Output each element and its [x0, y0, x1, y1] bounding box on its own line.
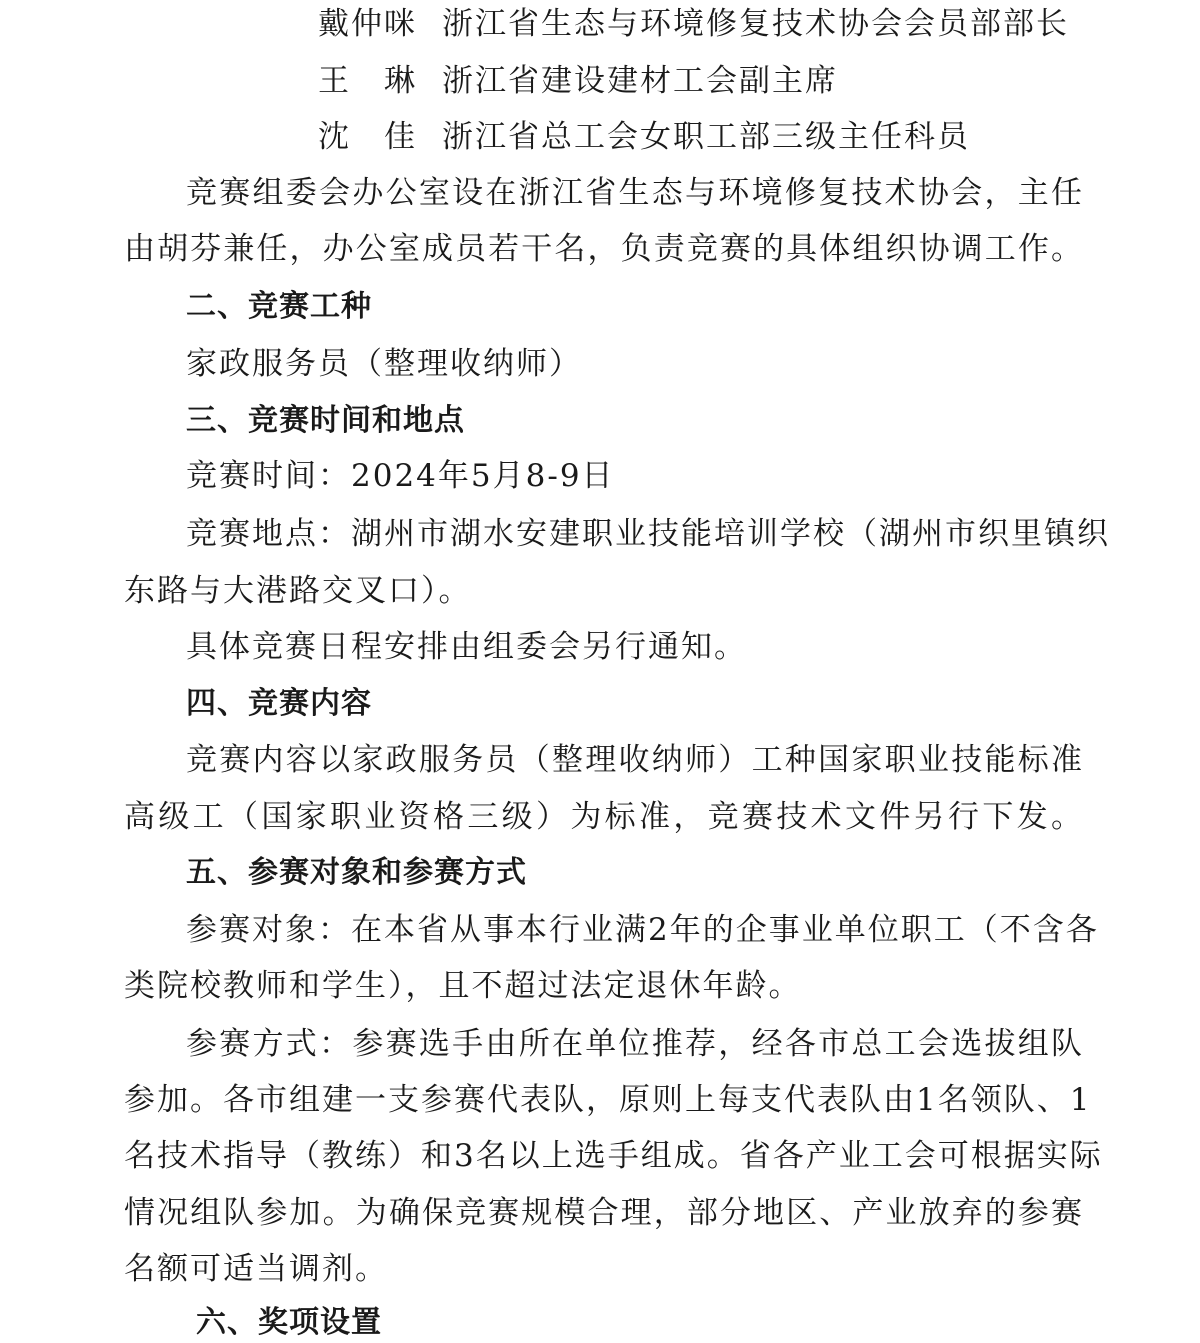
section-heading: 六、奖项设置	[196, 1305, 382, 1340]
method-paragraph-line: 参赛方式：参赛选手由所在单位推荐，经各市总工会选拔组队	[186, 1026, 1084, 1062]
competition-time: 竞赛时间：2024年5月8-9日	[186, 458, 615, 494]
schedule-note: 具体竞赛日程安排由组委会另行通知。	[186, 629, 747, 665]
committee-member-row	[318, 117, 970, 157]
participant-paragraph-line: 类院校教师和学生），且不超过法定退休年龄。	[124, 968, 802, 1004]
office-paragraph-line: 竞赛组委会办公室设在浙江省生态与环境修复技术协会，主任	[186, 175, 1084, 211]
member-name: 沈 佳	[318, 119, 417, 155]
section-heading: 五、参赛对象和参赛方式	[186, 855, 527, 890]
competition-place-line: 竞赛地点：湖州市湖水安建职业技能培训学校（湖州市织里镇织	[186, 516, 1110, 552]
member-title: 浙江省建设建材工会副主席	[442, 63, 838, 99]
committee-member-row	[318, 4, 1069, 44]
section-heading: 四、竞赛内容	[186, 686, 372, 721]
section-heading: 三、竞赛时间和地点	[186, 403, 465, 438]
method-paragraph-line: 名额可适当调剂。	[124, 1251, 388, 1287]
content-paragraph-line: 竞赛内容以家政服务员（整理收纳师）工种国家职业技能标准	[186, 742, 1084, 778]
participant-paragraph-line: 参赛对象：在本省从事本行业满2年的企事业单位职工（不含各	[186, 912, 1099, 948]
member-title: 浙江省生态与环境修复技术协会会员部部长	[442, 6, 1069, 42]
section-body: 家政服务员（整理收纳师）	[186, 346, 582, 382]
method-paragraph-line: 参加。各市组建一支参赛代表队，原则上每支代表队由1名领队、1	[124, 1082, 1092, 1118]
office-paragraph-line: 由胡芬兼任，办公室成员若干名，负责竞赛的具体组织协调工作。	[124, 231, 1084, 267]
method-paragraph-line: 情况组队参加。为确保竞赛规模合理，部分地区、产业放弃的参赛	[124, 1195, 1084, 1231]
member-name: 王 琳	[318, 63, 417, 99]
content-paragraph-line: 高级工（国家职业资格三级）为标准，竞赛技术文件另行下发。	[124, 799, 1084, 835]
competition-place-line: 东路与大港路交叉口）。	[124, 573, 472, 609]
member-title: 浙江省总工会女职工部三级主任科员	[442, 119, 970, 155]
method-paragraph-line: 名技术指导（教练）和3名以上选手组成。省各产业工会可根据实际	[124, 1138, 1103, 1174]
section-heading: 二、竞赛工种	[186, 289, 372, 324]
member-name: 戴仲咪	[318, 6, 417, 42]
committee-member-row	[318, 61, 838, 101]
